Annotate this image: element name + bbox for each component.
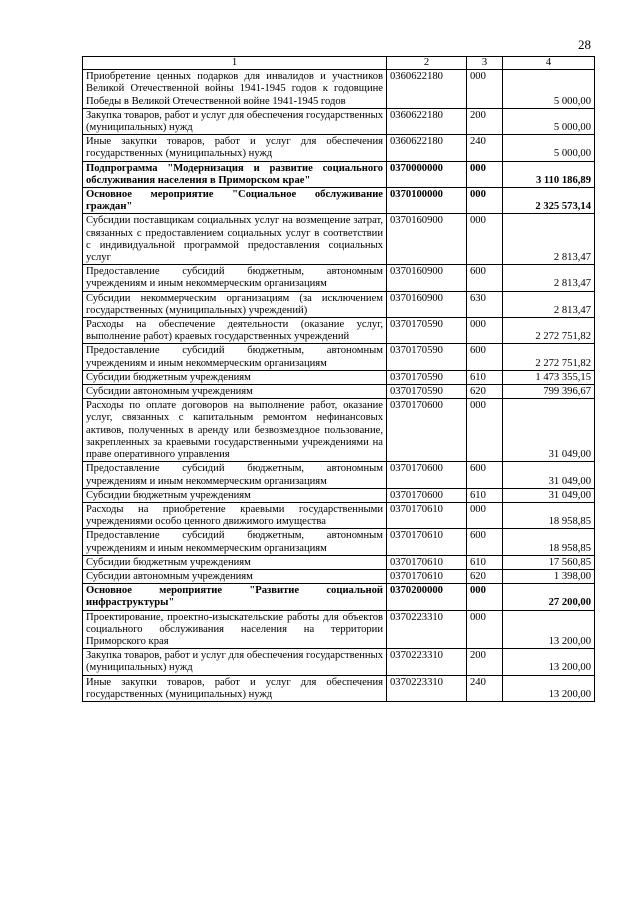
row-sum: 2 813,47	[503, 265, 595, 291]
table-row	[83, 462, 595, 488]
table-row	[83, 385, 595, 399]
row-sum: 31 049,00	[503, 488, 595, 502]
row-code: 0370170600	[387, 399, 467, 462]
table-row	[83, 555, 595, 569]
row-sum: 13 200,00	[503, 649, 595, 675]
table-row	[83, 502, 595, 528]
row-sum: 5 000,00	[503, 70, 595, 109]
row-code: 0370170610	[387, 502, 467, 528]
row-type: 630	[467, 291, 503, 317]
row-code: 0370100000	[387, 188, 467, 214]
table-row	[83, 161, 595, 187]
row-sum: 2 813,47	[503, 214, 595, 265]
row-name: Приобретение ценных подарков для инвалидов и участников Великой Отечественной войны 1941-1945 годов к годовщине Победы в Великой Отечественной войне 1941-1945 годов	[83, 70, 387, 109]
table-row	[83, 370, 595, 384]
row-type: 610	[467, 488, 503, 502]
row-name: Подпрограмма "Модернизация и развитие социального обслуживания населения в Приморском крае"	[83, 161, 387, 187]
row-name: Расходы на обеспечение деятельности (оказание услуг, выполнение работ) краевых государственных учреждений	[83, 318, 387, 344]
row-sum: 3 110 186,89	[503, 161, 595, 187]
table-row	[83, 569, 595, 583]
row-code: 0370160900	[387, 265, 467, 291]
row-sum: 31 049,00	[503, 462, 595, 488]
row-name: Субсидии автономным учреждениям	[83, 385, 387, 399]
row-sum: 1 398,00	[503, 569, 595, 583]
row-sum: 1 473 355,15	[503, 370, 595, 384]
row-type: 000	[467, 584, 503, 610]
row-name: Субсидии автономным учреждениям	[83, 569, 387, 583]
row-sum: 5 000,00	[503, 135, 595, 161]
row-type: 610	[467, 555, 503, 569]
row-code: 0360622180	[387, 135, 467, 161]
row-type: 000	[467, 610, 503, 649]
row-type: 000	[467, 502, 503, 528]
row-sum: 13 200,00	[503, 675, 595, 701]
row-name: Основное мероприятие "Социальное обслуживание граждан"	[83, 188, 387, 214]
table-row	[83, 318, 595, 344]
table-row	[83, 610, 595, 649]
header-col-2: 2	[387, 57, 467, 70]
row-type: 200	[467, 108, 503, 134]
row-type: 620	[467, 569, 503, 583]
table-row	[83, 291, 595, 317]
row-sum: 5 000,00	[503, 108, 595, 134]
row-type: 000	[467, 399, 503, 462]
page-number: 28	[578, 37, 591, 52]
row-sum: 2 272 751,82	[503, 318, 595, 344]
table-row	[83, 265, 595, 291]
row-name: Предоставление субсидий бюджетным, автономным учреждениям и иным некоммерческим организациям	[83, 462, 387, 488]
row-type: 620	[467, 385, 503, 399]
row-name: Проектирование, проектно-изыскательские работы для объектов социального обслуживания населения на территории Приморского края	[83, 610, 387, 649]
row-type: 200	[467, 649, 503, 675]
row-code: 0370223310	[387, 610, 467, 649]
row-name: Иные закупки товаров, работ и услуг для обеспечения государственных (муниципальных) нужд	[83, 675, 387, 701]
table-row	[83, 188, 595, 214]
table-row	[83, 584, 595, 610]
row-code: 0370170610	[387, 555, 467, 569]
row-code: 0370170590	[387, 385, 467, 399]
row-type: 240	[467, 135, 503, 161]
row-type: 000	[467, 214, 503, 265]
table-row	[83, 70, 595, 109]
table-row	[83, 344, 595, 370]
row-name: Субсидии бюджетным учреждениям	[83, 555, 387, 569]
table-row	[83, 675, 595, 701]
row-code: 0370160900	[387, 214, 467, 265]
row-name: Субсидии некоммерческим организациям (за исключением государственных (муниципальных) учреждений)	[83, 291, 387, 317]
row-name: Предоставление субсидий бюджетным, автономным учреждениям и иным некоммерческим организациям	[83, 529, 387, 555]
row-sum: 799 396,67	[503, 385, 595, 399]
row-type: 600	[467, 462, 503, 488]
row-type: 000	[467, 188, 503, 214]
row-type: 600	[467, 265, 503, 291]
row-name: Иные закупки товаров, работ и услуг для обеспечения государственных (муниципальных) нужд	[83, 135, 387, 161]
row-sum: 2 272 751,82	[503, 344, 595, 370]
row-code: 0370170600	[387, 462, 467, 488]
row-type: 000	[467, 70, 503, 109]
row-sum: 18 958,85	[503, 529, 595, 555]
row-sum: 13 200,00	[503, 610, 595, 649]
row-type: 600	[467, 344, 503, 370]
table-row	[83, 529, 595, 555]
row-name: Расходы по оплате договоров на выполнение работ, оказание услуг, связанных с капитальным ремонтом нефинансовых активов, полученных в аренду или безвозмездное пользование, закрепленных за краевыми государственными учреждениями на праве оперативного управления	[83, 399, 387, 462]
table-row	[83, 214, 595, 265]
row-name: Основное мероприятие "Развитие социальной инфраструктуры"	[83, 584, 387, 610]
row-sum: 27 200,00	[503, 584, 595, 610]
row-code: 0370170590	[387, 370, 467, 384]
row-sum: 31 049,00	[503, 399, 595, 462]
header-col-4: 4	[503, 57, 595, 70]
row-code: 0370223310	[387, 675, 467, 701]
row-code: 0370170610	[387, 529, 467, 555]
row-sum: 17 560,85	[503, 555, 595, 569]
table-row	[83, 399, 595, 462]
row-type: 000	[467, 161, 503, 187]
row-name: Предоставление субсидий бюджетным, автономным учреждениям и иным некоммерческим организациям	[83, 344, 387, 370]
table-row	[83, 135, 595, 161]
row-sum: 2 325 573,14	[503, 188, 595, 214]
row-code: 0370170610	[387, 569, 467, 583]
header-col-3: 3	[467, 57, 503, 70]
row-name: Субсидии бюджетным учреждениям	[83, 488, 387, 502]
row-code: 0370000000	[387, 161, 467, 187]
row-name: Субсидии поставщикам социальных услуг на возмещение затрат, связанных с предоставлением социальных услуг в соответствии с индивидуальной программой предоставления социальных услуг	[83, 214, 387, 265]
row-code: 0370170590	[387, 318, 467, 344]
row-code: 0360622180	[387, 70, 467, 109]
row-type: 600	[467, 529, 503, 555]
row-sum: 18 958,85	[503, 502, 595, 528]
row-code: 0370200000	[387, 584, 467, 610]
row-code: 0370160900	[387, 291, 467, 317]
table-row	[83, 108, 595, 134]
row-code: 0360622180	[387, 108, 467, 134]
row-code: 0370170600	[387, 488, 467, 502]
row-type: 000	[467, 318, 503, 344]
row-name: Расходы на приобретение краевыми государственными учреждениями особо ценного движимого имущества	[83, 502, 387, 528]
header-col-1: 1	[83, 57, 387, 70]
row-sum: 2 813,47	[503, 291, 595, 317]
row-code: 0370170590	[387, 344, 467, 370]
row-type: 610	[467, 370, 503, 384]
table-row	[83, 649, 595, 675]
row-code: 0370223310	[387, 649, 467, 675]
row-type: 240	[467, 675, 503, 701]
table-row	[83, 488, 595, 502]
row-name: Закупка товаров, работ и услуг для обеспечения государственных (муниципальных) нужд	[83, 649, 387, 675]
row-name: Субсидии бюджетным учреждениям	[83, 370, 387, 384]
row-name: Предоставление субсидий бюджетным, автономным учреждениям и иным некоммерческим организациям	[83, 265, 387, 291]
budget-table	[82, 56, 595, 702]
table-header-row	[83, 57, 595, 70]
row-name: Закупка товаров, работ и услуг для обеспечения государственных (муниципальных) нужд	[83, 108, 387, 134]
